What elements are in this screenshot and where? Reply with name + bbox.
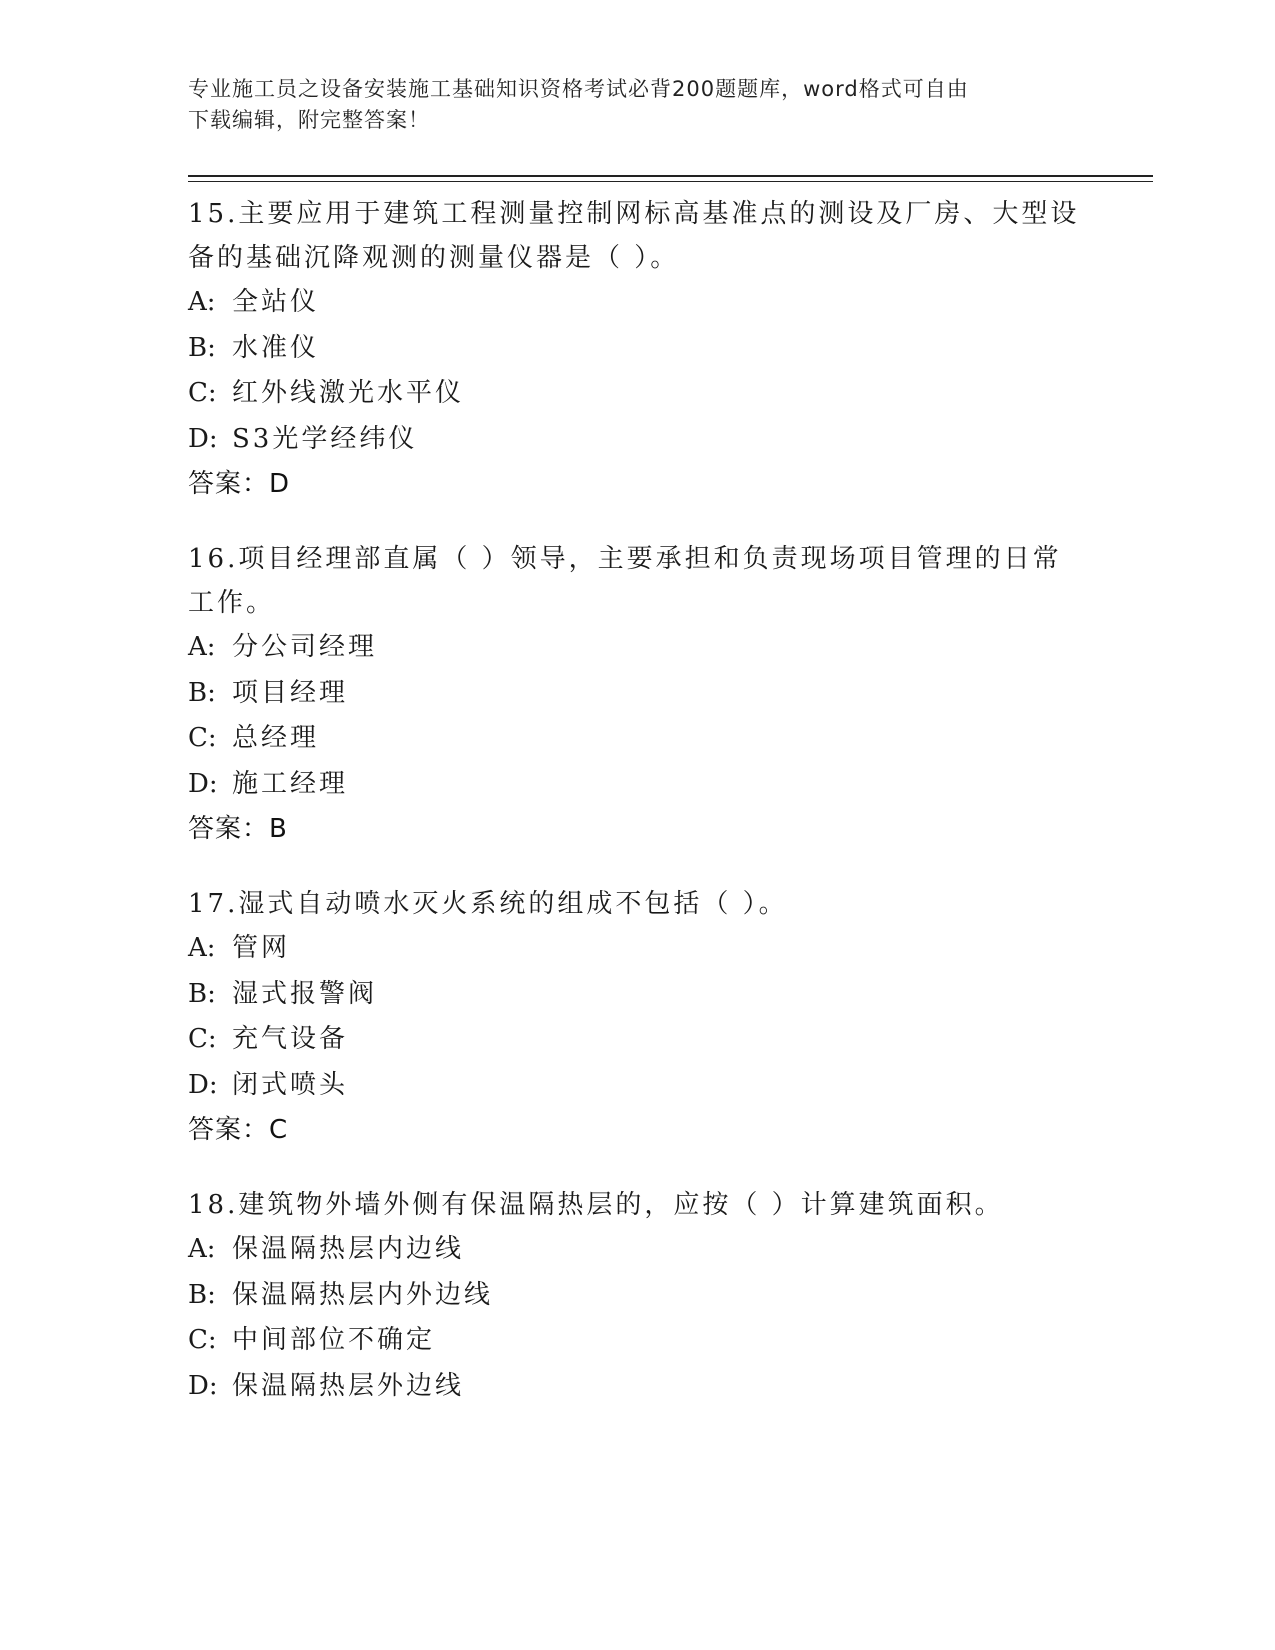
option-letter: D: <box>188 1370 218 1401</box>
option-text: 红外线激光水平仪 <box>232 378 465 408</box>
option-text: S3光学经纬仪 <box>232 423 418 454</box>
option-letter: A: <box>188 632 216 662</box>
option-a <box>188 1227 1088 1273</box>
option-text: 充气设备 <box>232 1024 349 1054</box>
option-d <box>188 762 1088 808</box>
question-text: 16.项目经理部直属（ ）领导，主要承担和负责现场项目管理的日常工作。 <box>188 544 1062 618</box>
question-18 <box>188 1183 1088 1409</box>
option-letter: D: <box>188 423 218 454</box>
option-letter: B: <box>188 978 216 1009</box>
option-letter: A: <box>188 1234 216 1264</box>
question-text: 17.湿式自动喷水灭火系统的组成不包括（ ）。 <box>188 889 788 919</box>
option-a <box>188 280 1088 326</box>
option-a <box>188 625 1088 671</box>
question-list <box>188 192 1088 1440</box>
option-c <box>188 716 1088 762</box>
option-text: 总经理 <box>232 723 320 753</box>
option-letter: B: <box>188 677 216 708</box>
header-line-2: 下载编辑，附完整答案！ <box>188 108 430 132</box>
option-text: 中间部位不确定 <box>232 1325 436 1355</box>
option-text: 湿式报警阀 <box>232 978 378 1009</box>
header-divider-thick <box>188 175 1153 177</box>
option-c <box>188 1017 1088 1063</box>
header-line-1: 专业施工员之设备安装施工基础知识资格考试必背200题题库，word格式可自由 <box>188 77 969 101</box>
option-text: 项目经理 <box>232 677 349 708</box>
option-b <box>188 326 1088 372</box>
answer-label: 答案：D <box>188 469 291 499</box>
question-15 <box>188 192 1088 506</box>
option-letter: C: <box>188 1024 217 1054</box>
option-d <box>188 1063 1088 1109</box>
option-letter: C: <box>188 723 217 753</box>
option-letter: D: <box>188 768 218 799</box>
option-text: 全站仪 <box>232 287 320 317</box>
option-a <box>188 926 1088 972</box>
option-text: 分公司经理 <box>232 632 378 662</box>
option-b <box>188 671 1088 717</box>
option-text: 保温隔热层外边线 <box>232 1370 465 1401</box>
option-text: 水准仪 <box>232 332 320 363</box>
option-b <box>188 972 1088 1018</box>
option-letter: A: <box>188 287 216 317</box>
question-text: 15.主要应用于建筑工程测量控制网标高基准点的测设及厂房、大型设备的基础沉降观测的测量仪器是（ ）。 <box>188 199 1080 273</box>
option-text: 管网 <box>232 933 291 963</box>
option-text: 保温隔热层内边线 <box>232 1234 465 1264</box>
option-text: 施工经理 <box>232 768 349 799</box>
option-letter: A: <box>188 933 216 963</box>
option-text: 保温隔热层内外边线 <box>232 1279 494 1310</box>
answer-label: 答案：C <box>188 1115 289 1145</box>
option-letter: B: <box>188 1279 216 1310</box>
question-16 <box>188 537 1088 851</box>
option-d <box>188 1364 1088 1410</box>
header-divider-thin <box>188 181 1153 182</box>
answer-label: 答案：B <box>188 814 288 844</box>
question-text: 18.建筑物外墙外侧有保温隔热层的，应按（ ）计算建筑面积。 <box>188 1190 1004 1220</box>
document-header <box>188 74 1068 136</box>
question-17 <box>188 882 1088 1152</box>
option-c <box>188 1318 1088 1364</box>
option-d <box>188 417 1088 463</box>
option-b <box>188 1273 1088 1319</box>
option-letter: D: <box>188 1069 218 1100</box>
option-text: 闭式喷头 <box>232 1069 349 1100</box>
option-letter: C: <box>188 378 217 408</box>
option-letter: B: <box>188 332 216 363</box>
option-letter: C: <box>188 1325 217 1355</box>
option-c <box>188 371 1088 417</box>
